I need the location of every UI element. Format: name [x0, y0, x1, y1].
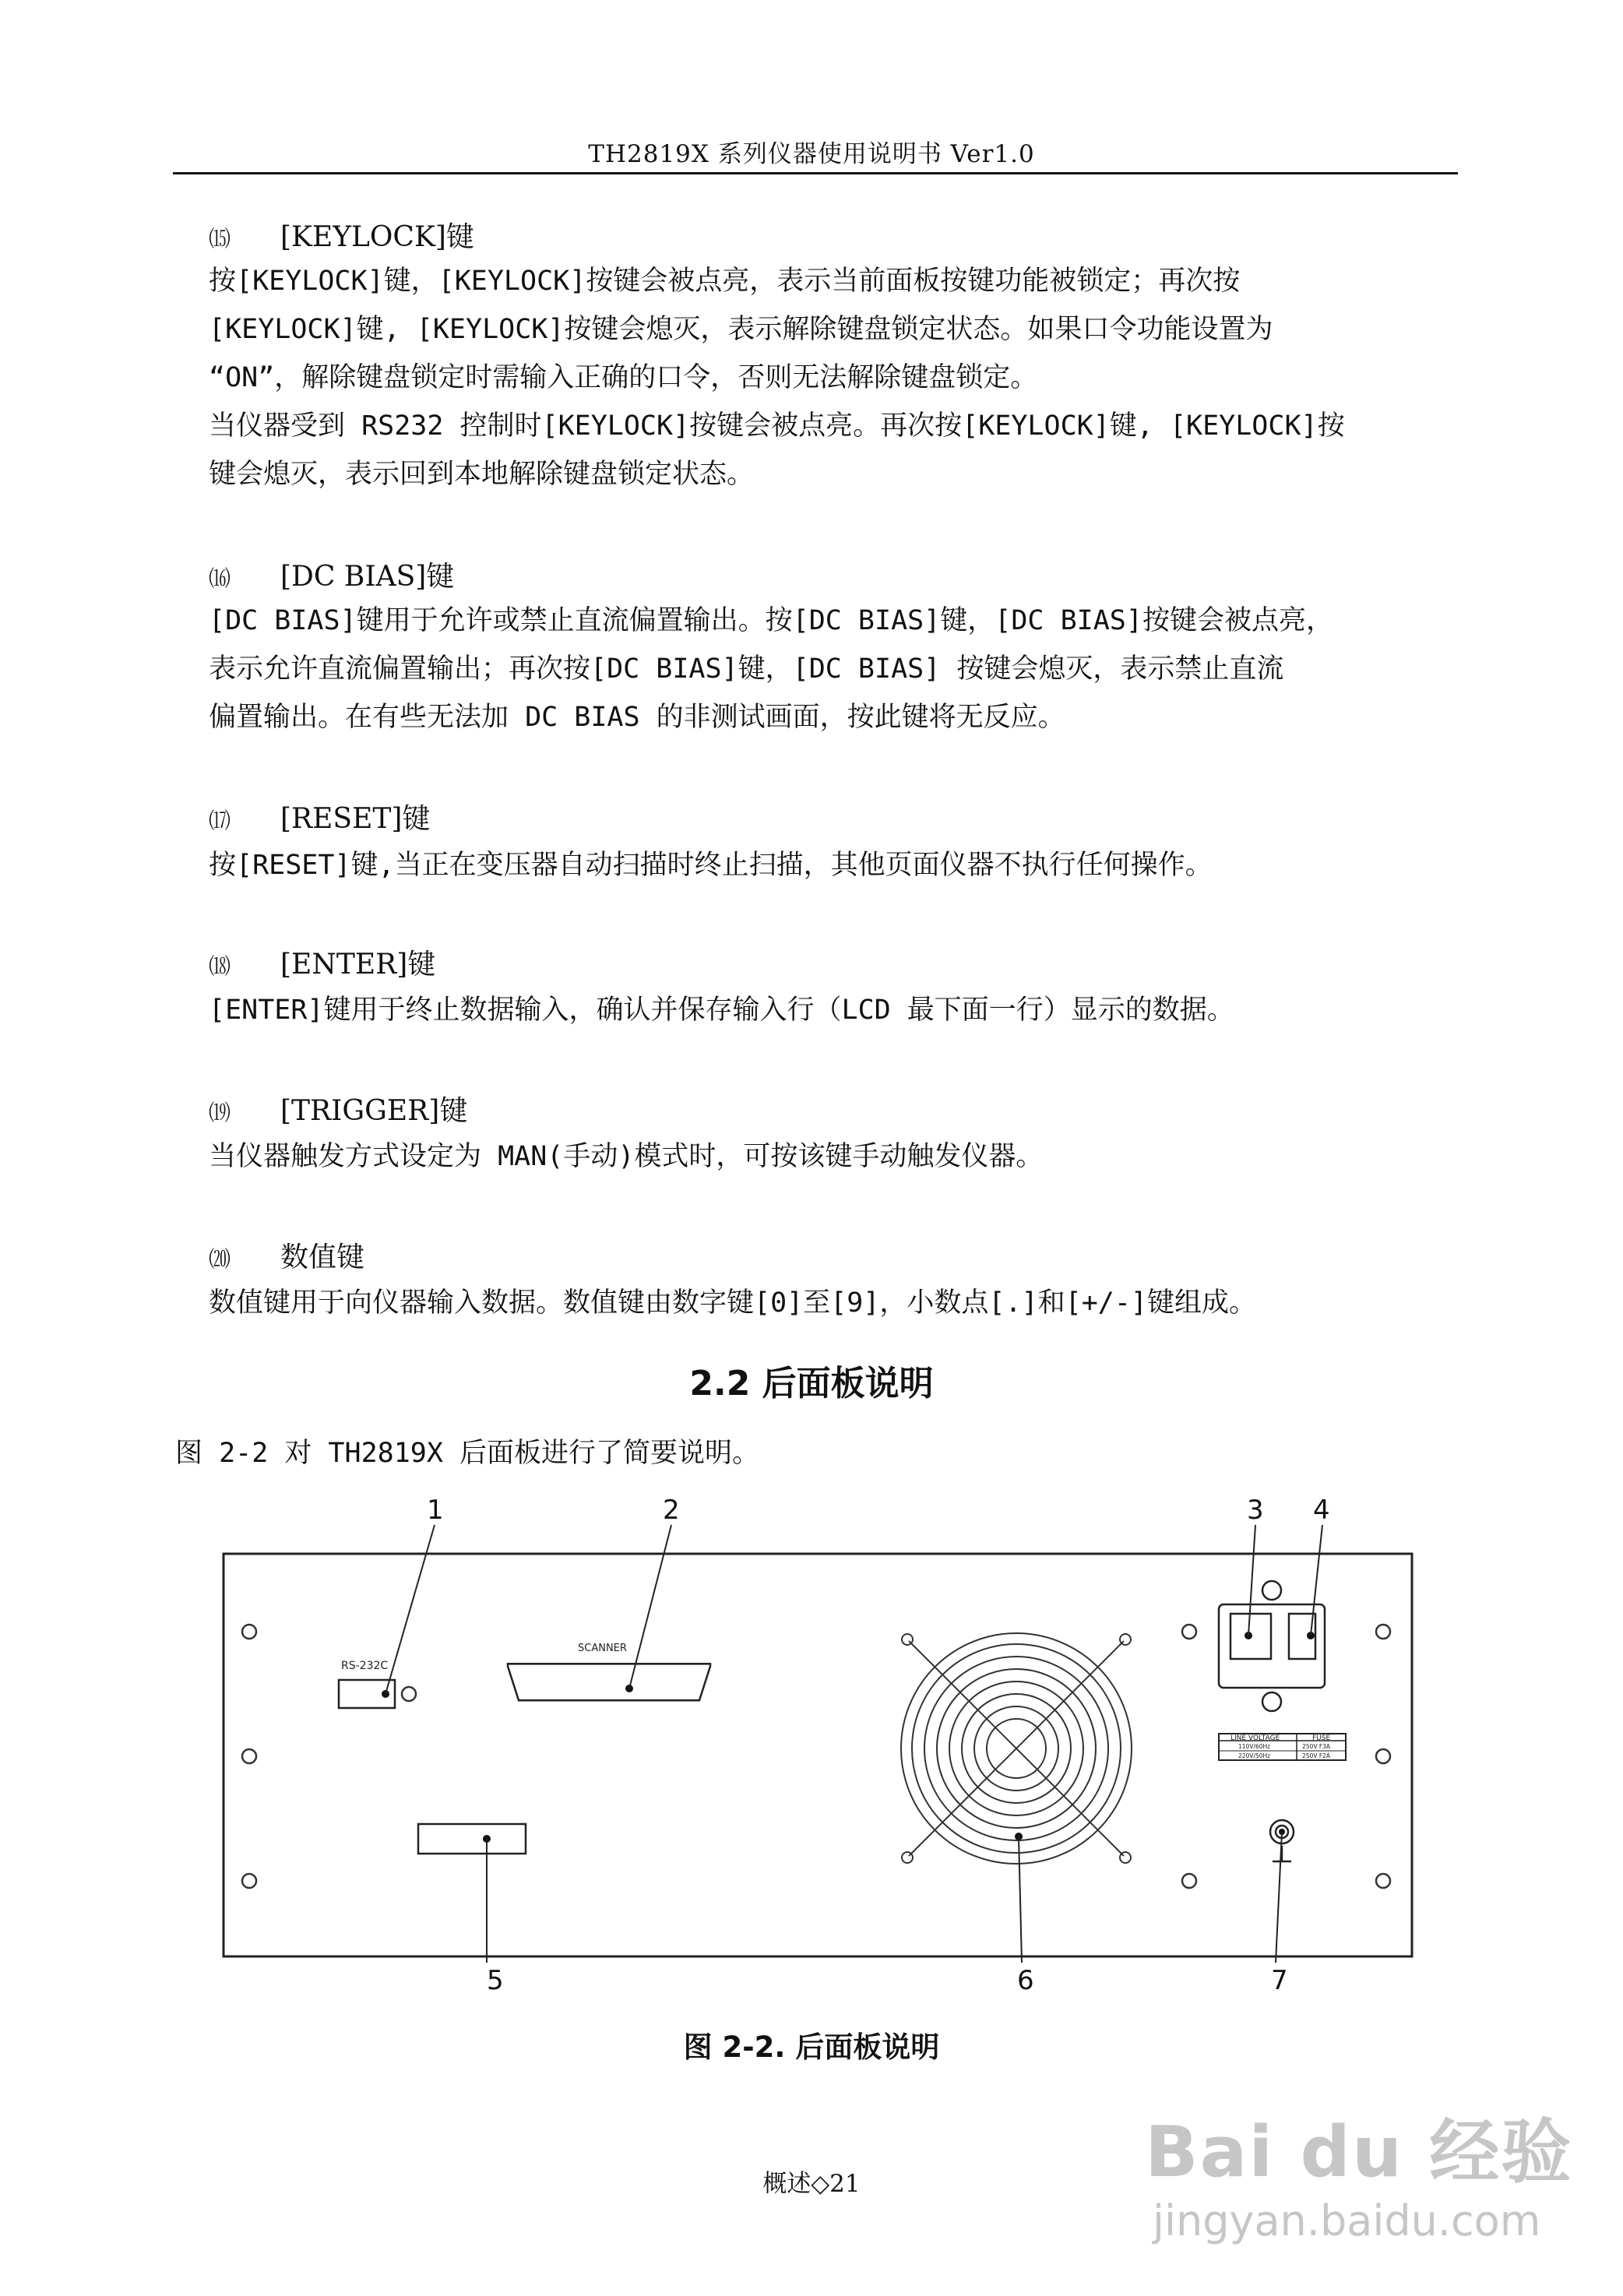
- fan-grille: [901, 1633, 1132, 1864]
- mounting-hole: [1182, 1625, 1196, 1639]
- watermark-logo: Bai du 经验: [1145, 2111, 1573, 2193]
- label-slot: [418, 1824, 526, 1854]
- watermark-url: jingyan.baidu.com: [1153, 2196, 1541, 2245]
- mounting-hole: [402, 1687, 416, 1701]
- section-heading: [TRIGGER]键: [280, 1095, 468, 1127]
- callout-7: 7: [1271, 1965, 1288, 1996]
- mounting-hole: [242, 1749, 256, 1763]
- section-22-heading: 2.2 后面板说明: [689, 1364, 934, 1403]
- scanner-connector: [508, 1664, 710, 1700]
- section-number: ⒃: [209, 565, 231, 591]
- line-voltage-header: LINE VOLTAGE: [1230, 1734, 1280, 1742]
- section-heading: [RESET]键: [280, 803, 431, 835]
- mounting-hole: [1376, 1874, 1390, 1888]
- fuse-row-2: 250V F2A: [1302, 1752, 1331, 1759]
- body-line: 按[RESET]键,当正在变压器自动扫描时终止扫描，其他页面仪器不执行任何操作。: [209, 850, 1213, 881]
- section-number: ⒅: [209, 953, 231, 979]
- page-footer: 概述◇21: [762, 2170, 861, 2198]
- body-line: [ENTER]键用于终止数据输入，确认并保存输入行（LCD 最下面一行）显示的数据。: [209, 995, 1234, 1026]
- body-line: 数值键用于向仪器输入数据。数值键由数字键[0]至[9]，小数点[.]和[+/-]键组成。: [209, 1287, 1257, 1319]
- callout-2: 2: [663, 1495, 680, 1526]
- body-line: 偏置输出。在有些无法加 DC BIAS 的非测试画面，按此键将无反应。: [209, 702, 1065, 733]
- mounting-hole: [242, 1874, 256, 1888]
- callout-3: 3: [1247, 1495, 1264, 1526]
- callouts: [427, 1495, 1330, 1996]
- section-number: ⒄: [209, 808, 231, 833]
- body-line: 按[KEYLOCK]键，[KEYLOCK]按键会被点亮，表示当前面板按键功能被锁定；再次按: [209, 266, 1241, 297]
- voltage-row-1: 110V/60Hz: [1238, 1743, 1271, 1750]
- section-number: ⒆: [209, 1100, 231, 1125]
- callout-6: 6: [1017, 1965, 1034, 1996]
- mounting-hole: [1182, 1874, 1196, 1888]
- body-line: [DC BIAS]键用于允许或禁止直流偏置输出。按[DC BIAS]键，[DC BIAS]按键会被点亮，: [209, 605, 1333, 636]
- mounting-hole: [1376, 1625, 1390, 1639]
- section-number: ⒇: [209, 1246, 231, 1272]
- body-line: 表示允许直流偏置输出；再次按[DC BIAS]键，[DC BIAS] 按键会熄灭，表示禁止直流: [209, 653, 1284, 685]
- callout-5: 5: [487, 1965, 504, 1996]
- power-inlet-module: [1219, 1581, 1325, 1711]
- fuse-row-1: 250V F3A: [1302, 1743, 1331, 1750]
- body-line: 当仪器受到 RS232 控制时[KEYLOCK]按键会被点亮。再次按[KEYLOCK]键, [KEYLOCK]按: [209, 410, 1345, 442]
- section-22-intro: 图 2-2 对 TH2819X 后面板进行了简要说明。: [175, 1438, 760, 1469]
- section-heading: 数值键: [280, 1241, 365, 1273]
- rs232-label: RS-232C: [341, 1660, 389, 1672]
- callout-1: 1: [427, 1495, 444, 1526]
- body-line: 当仪器触发方式设定为 MAN(手动)模式时，可按该键手动触发仪器。: [209, 1141, 1044, 1172]
- line-voltage-table: [1219, 1734, 1346, 1760]
- body-line: [KEYLOCK]键, [KEYLOCK]按键会熄灭，表示解除键盘锁定状态。如果口令功能设置为: [209, 314, 1273, 345]
- voltage-row-2: 220V/50Hz: [1238, 1752, 1271, 1759]
- section-heading: [KEYLOCK]键: [280, 221, 474, 253]
- body-line: 键会熄灭，表示回到本地解除键盘锁定状态。: [209, 459, 755, 490]
- section-heading: [ENTER]键: [280, 949, 436, 981]
- mounting-hole: [1376, 1749, 1390, 1763]
- section-number: ⒂: [209, 226, 231, 252]
- mounting-hole: [242, 1625, 256, 1639]
- running-header: TH2819X 系列仪器使用说明书 Ver1.0: [588, 140, 1035, 168]
- section-heading: [DC BIAS]键: [280, 561, 455, 593]
- body-line: “ON”，解除键盘锁定时需输入正确的口令，否则无法解除键盘锁定。: [209, 362, 1038, 393]
- scanner-label: SCANNER: [578, 1643, 627, 1654]
- fuse-header: FUSE: [1312, 1734, 1331, 1742]
- figure-caption: 图 2-2. 后面板说明: [683, 2030, 940, 2064]
- leader-lines: [386, 1525, 1322, 1963]
- callout-4: 4: [1313, 1495, 1330, 1526]
